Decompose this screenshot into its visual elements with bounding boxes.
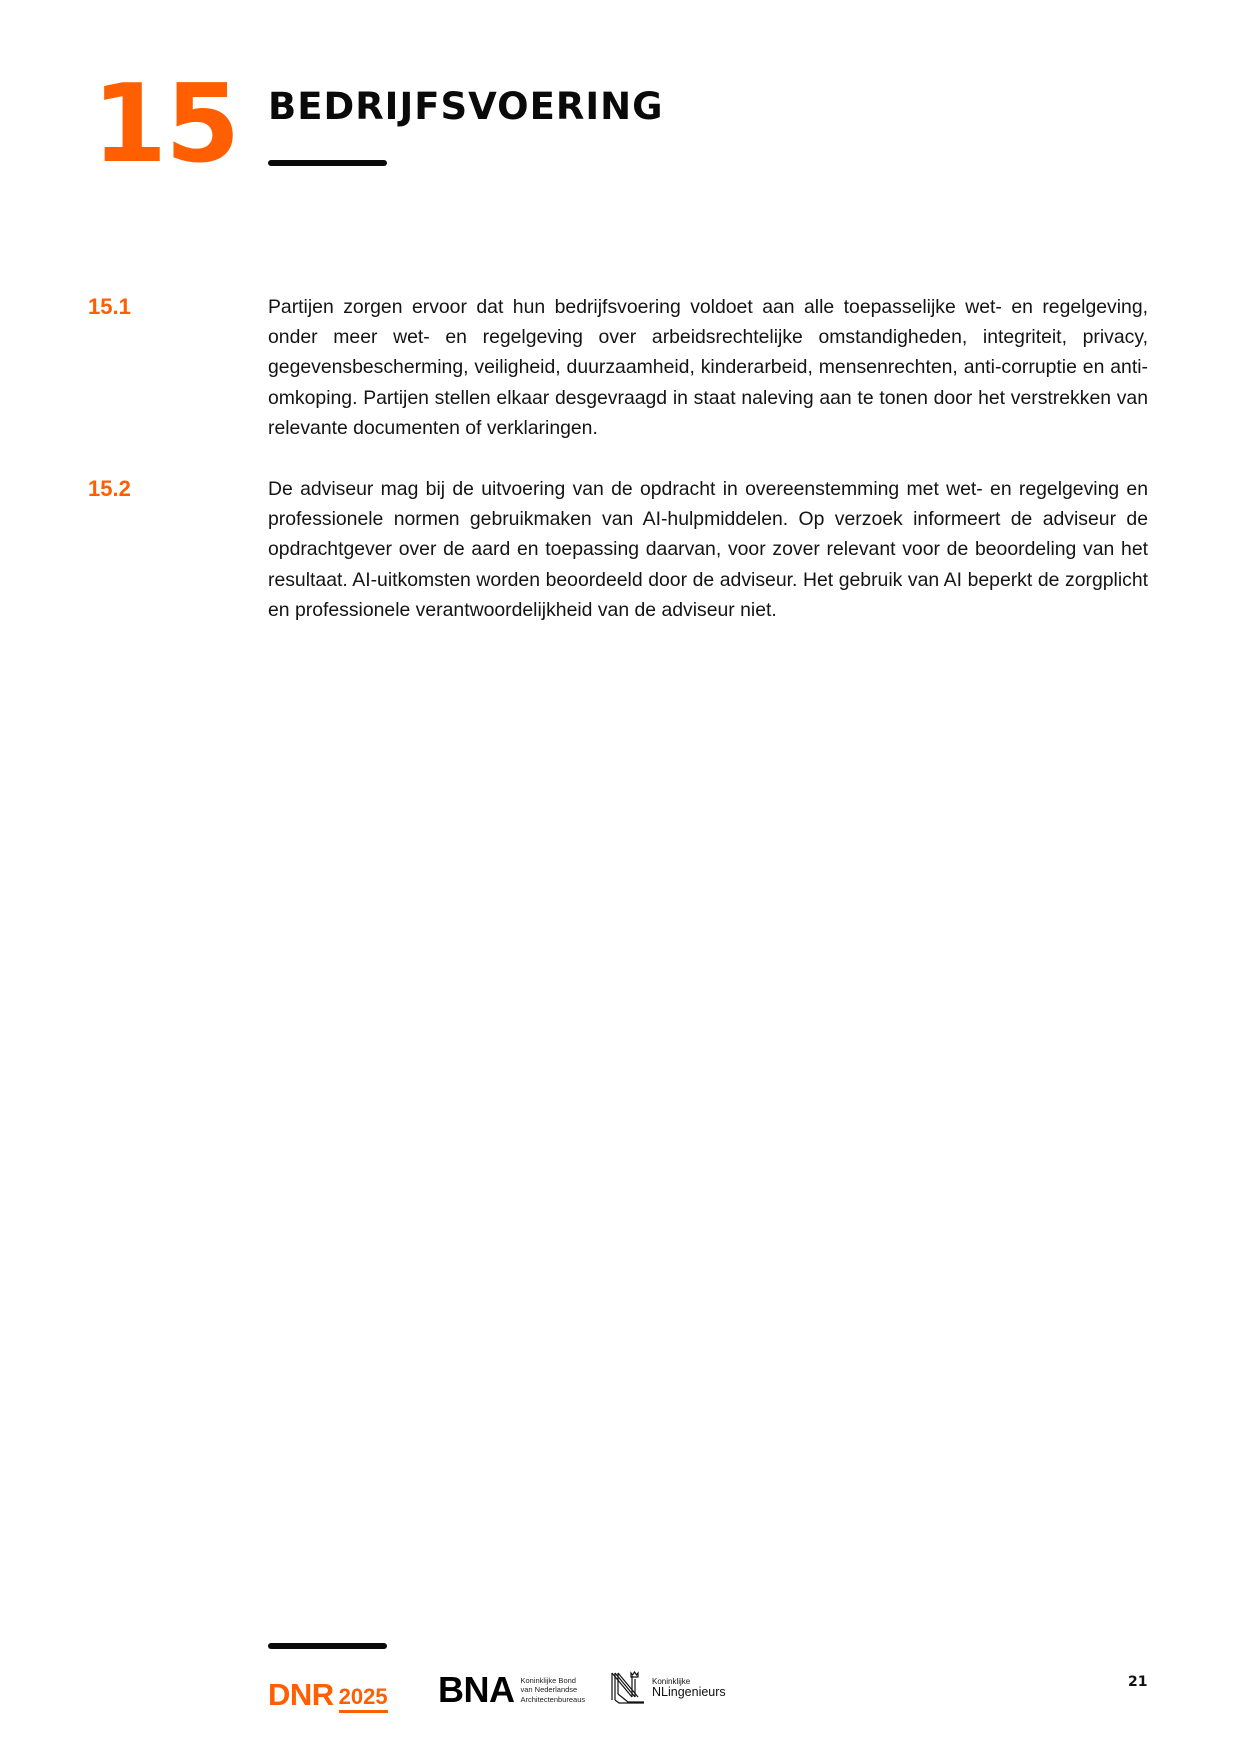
article-number: 15.2 — [88, 476, 131, 501]
footer-divider — [268, 1643, 387, 1649]
nl-logo-small: Koninklijke — [652, 1677, 691, 1686]
chapter-title: BEDRIJFSVOERING — [268, 85, 664, 128]
nlingenieurs-emblem-icon — [610, 1670, 646, 1706]
nl-logo-big: NLingenieurs — [652, 1685, 726, 1699]
bna-subtitle-line: van Nederlandse — [520, 1685, 578, 1695]
nlingenieurs-logo — [610, 1670, 726, 1706]
article-text: De adviseur mag bij de uitvoering van de opdracht in overeenstemming met wet- en regelgeving en professionele normen gebruikmaken van AI-hulpmiddelen. Op verzoek informeert de adviseur de opdrachtgever over de aard en toepassing daarvan, voor zover relevant voor de beoordeling van het resultaat. AI-uitkomsten worden beoordeeld door de adviseur. Het gebruik van AI beperkt de zorgplicht en professionele verantwoordelijkheid van de adviseur niet. — [268, 478, 1148, 621]
bna-logo-subtitle — [521, 1676, 586, 1705]
bna-logo — [438, 1669, 586, 1710]
dnr-logo-text: DNR — [268, 1677, 334, 1712]
bna-logo-text: BNA — [438, 1669, 515, 1710]
dnr-logo-year: 2025 — [339, 1686, 388, 1713]
article-number: 15.1 — [88, 294, 131, 319]
nlingenieurs-wordmark — [652, 1677, 726, 1699]
chapter-number: 15 — [92, 62, 239, 187]
page-number: 21 — [1128, 1674, 1148, 1690]
dnr-2025-logo — [268, 1676, 388, 1710]
bna-subtitle-line: Architectenbureaus — [520, 1694, 586, 1704]
article-text: Partijen zorgen ervoor dat hun bedrijfsvoering voldoet aan alle toepasselijke wet- en regelgeving, onder meer wet- en regelgeving over arbeidsrechtelijke omstandigheden, integriteit, privacy, gegevensbescherming, veiligheid, duurzaamheid, kinderarbeid, mensenrechten, anti-corruptie en anti-omkoping. Partijen stellen elkaar desgevraagd in staat naleving aan te tonen door het verstrekken van relevante documenten of verklaringen. — [268, 296, 1148, 439]
bna-subtitle-line: Koninklijke Bond — [520, 1675, 576, 1685]
title-divider — [268, 160, 387, 166]
